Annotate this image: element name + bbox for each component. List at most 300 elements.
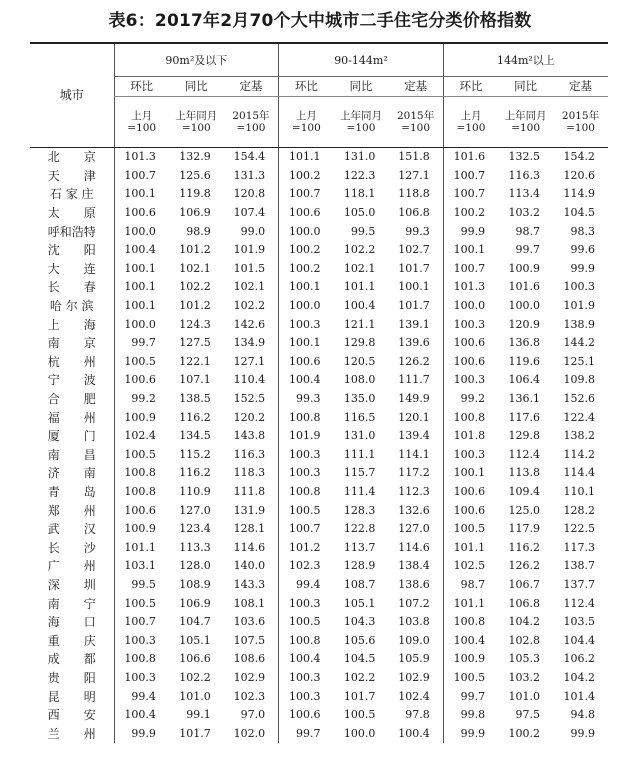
value-cell: 101.2 xyxy=(279,538,334,557)
value-cell: 135.0 xyxy=(343,392,376,406)
value-cell: 100.5 xyxy=(443,669,498,688)
value-cell: 101.3 xyxy=(443,278,498,297)
value-cell: 100.3 xyxy=(114,631,169,650)
value-cell: 100.0 xyxy=(443,297,498,316)
value-cell: 99.9 xyxy=(443,222,498,241)
value-cell: 102.2 xyxy=(179,280,211,294)
value-cell: 142.6 xyxy=(233,317,266,331)
base-note: 上月 =100 xyxy=(279,97,334,148)
value-cell: 114.4 xyxy=(563,466,595,480)
value-cell: 100.0 xyxy=(508,299,541,313)
sub-header: 环比 xyxy=(443,77,498,97)
value-cell: 100.5 xyxy=(279,501,334,520)
value-cell: 122.3 xyxy=(343,168,376,182)
value-cell: 116.3 xyxy=(233,447,266,461)
value-cell: 126.2 xyxy=(508,559,541,573)
table-title: 表6：2017年2月70个大中城市二手住宅分类价格指数 xyxy=(108,11,532,31)
value-cell: 100.8 xyxy=(443,613,498,632)
value-cell: 131.0 xyxy=(343,429,376,443)
city-cell: 广 州 xyxy=(47,559,96,574)
value-cell: 134.5 xyxy=(179,429,211,443)
value-cell: 137.7 xyxy=(563,577,595,591)
group-label: 90-144m² xyxy=(334,53,388,67)
value-cell: 101.1 xyxy=(114,538,169,557)
value-cell: 136.8 xyxy=(508,336,541,350)
value-cell: 110.1 xyxy=(563,484,595,498)
value-cell: 100.5 xyxy=(343,708,376,722)
value-cell: 126.2 xyxy=(398,354,430,368)
value-cell: 104.3 xyxy=(343,615,376,629)
value-cell: 120.8 xyxy=(233,187,266,201)
value-cell: 124.3 xyxy=(179,317,211,331)
table-row xyxy=(30,222,608,241)
city-cell: 成 都 xyxy=(47,652,96,667)
value-cell: 100.7 xyxy=(443,167,498,186)
value-cell: 143.3 xyxy=(233,577,266,591)
city-cell: 南 京 xyxy=(47,336,96,351)
value-cell: 103.5 xyxy=(563,615,595,629)
value-cell: 110.4 xyxy=(233,373,266,387)
value-cell: 114.6 xyxy=(398,540,430,554)
value-cell: 100.5 xyxy=(443,520,498,539)
base-note: 2015年 =100 xyxy=(553,97,608,148)
value-cell: 103.2 xyxy=(508,670,541,684)
value-cell: 102.5 xyxy=(443,557,498,576)
value-cell: 128.1 xyxy=(233,522,266,536)
value-cell: 99.5 xyxy=(350,224,376,238)
value-cell: 100.3 xyxy=(279,446,334,465)
value-cell: 116.5 xyxy=(343,410,376,424)
value-cell: 100.6 xyxy=(279,204,334,223)
value-cell: 105.1 xyxy=(343,596,376,610)
value-cell: 144.2 xyxy=(563,336,595,350)
value-cell: 102.1 xyxy=(179,261,211,275)
value-cell: 104.2 xyxy=(563,670,595,684)
city-cell: 长 沙 xyxy=(47,540,96,555)
value-cell: 100.3 xyxy=(279,594,334,613)
value-cell: 105.1 xyxy=(179,633,211,647)
value-cell: 112.4 xyxy=(508,447,541,461)
value-cell: 131.0 xyxy=(343,150,376,164)
group-header-small xyxy=(114,43,279,77)
value-cell: 100.8 xyxy=(114,650,169,669)
value-cell: 118.8 xyxy=(398,187,430,201)
base-note: 2015年 =100 xyxy=(388,97,443,148)
value-cell: 100.0 xyxy=(279,222,334,241)
value-cell: 129.8 xyxy=(343,336,376,350)
value-cell: 100.5 xyxy=(279,613,334,632)
value-cell: 99.7 xyxy=(114,334,169,353)
value-cell: 102.0 xyxy=(233,726,266,740)
value-cell: 101.6 xyxy=(508,280,541,294)
value-cell: 100.7 xyxy=(114,167,169,186)
value-cell: 101.2 xyxy=(179,243,211,257)
base-header-row xyxy=(30,97,608,148)
value-cell: 100.4 xyxy=(343,299,376,313)
city-cell: 沈 阳 xyxy=(47,243,96,258)
value-cell: 99.1 xyxy=(186,708,211,722)
value-cell: 101.1 xyxy=(443,538,498,557)
value-cell: 127.1 xyxy=(398,168,430,182)
table-row xyxy=(30,315,608,334)
value-cell: 100.8 xyxy=(443,408,498,427)
sub-header: 同比 xyxy=(334,77,389,97)
value-cell: 118.1 xyxy=(343,187,376,201)
value-cell: 127.0 xyxy=(398,522,430,536)
value-cell: 113.4 xyxy=(508,187,541,201)
value-cell: 101.7 xyxy=(179,726,211,740)
value-cell: 103.2 xyxy=(508,206,541,220)
value-cell: 111.8 xyxy=(233,484,266,498)
value-cell: 100.4 xyxy=(443,631,498,650)
price-index-table xyxy=(30,42,608,743)
value-cell: 100.3 xyxy=(279,687,334,706)
value-cell: 100.6 xyxy=(279,706,334,725)
table-row xyxy=(30,353,608,372)
table-row xyxy=(30,464,608,483)
value-cell: 100.7 xyxy=(279,520,334,539)
value-cell: 100.4 xyxy=(279,371,334,390)
value-cell: 109.4 xyxy=(508,484,541,498)
city-cell: 宁 波 xyxy=(47,373,96,388)
value-cell: 108.1 xyxy=(233,596,266,610)
value-cell: 100.6 xyxy=(443,501,498,520)
table-row xyxy=(30,631,608,650)
value-cell: 123.4 xyxy=(179,522,211,536)
value-cell: 104.5 xyxy=(563,206,595,220)
value-cell: 131.3 xyxy=(233,168,266,182)
value-cell: 127.1 xyxy=(233,354,266,368)
value-cell: 105.6 xyxy=(343,633,376,647)
value-cell: 100.7 xyxy=(114,613,169,632)
value-cell: 100.6 xyxy=(279,353,334,372)
value-cell: 114.9 xyxy=(563,187,595,201)
value-cell: 100.1 xyxy=(114,260,169,279)
sub-header: 环比 xyxy=(114,77,169,97)
sub-header: 定基 xyxy=(224,77,279,97)
group-label: 144m²以上 xyxy=(496,53,555,67)
city-cell: 石 家 庄 xyxy=(49,187,94,202)
value-cell: 101.1 xyxy=(343,280,376,294)
value-cell: 152.5 xyxy=(233,392,266,406)
table-row xyxy=(30,390,608,409)
value-cell: 100.6 xyxy=(443,334,498,353)
value-cell: 127.0 xyxy=(179,503,211,517)
value-cell: 100.2 xyxy=(508,726,541,740)
table-row xyxy=(30,576,608,595)
value-cell: 116.2 xyxy=(179,410,211,424)
city-cell: 重 庆 xyxy=(47,633,96,648)
table-row xyxy=(30,427,608,446)
value-cell: 102.1 xyxy=(343,261,376,275)
city-column-header: 城市 xyxy=(30,43,114,148)
value-cell: 100.6 xyxy=(114,204,169,223)
value-cell: 102.9 xyxy=(233,670,266,684)
value-cell: 118.3 xyxy=(233,466,266,480)
value-cell: 120.5 xyxy=(343,354,376,368)
value-cell: 111.7 xyxy=(398,373,430,387)
base-note: 2015年 =100 xyxy=(224,97,279,148)
value-cell: 100.5 xyxy=(114,353,169,372)
table-row xyxy=(30,557,608,576)
value-cell: 107.5 xyxy=(233,633,266,647)
value-cell: 149.9 xyxy=(398,392,430,406)
value-cell: 102.4 xyxy=(398,689,430,703)
sub-header: 定基 xyxy=(553,77,608,97)
value-cell: 110.9 xyxy=(179,484,211,498)
value-cell: 117.6 xyxy=(508,410,541,424)
value-cell: 100.6 xyxy=(114,371,169,390)
value-cell: 138.9 xyxy=(563,317,595,331)
table-row xyxy=(30,260,608,279)
value-cell: 138.2 xyxy=(563,429,595,443)
value-cell: 99.9 xyxy=(443,724,498,743)
table-row xyxy=(30,483,608,502)
base-note: 上年同月 =100 xyxy=(334,97,389,148)
table-row xyxy=(30,185,608,204)
value-cell: 102.2 xyxy=(343,243,376,257)
city-cell: 上 海 xyxy=(47,317,96,332)
value-cell: 106.6 xyxy=(179,652,211,666)
value-cell: 122.5 xyxy=(563,522,595,536)
value-cell: 151.8 xyxy=(398,150,430,164)
city-cell: 长 春 xyxy=(47,280,96,295)
value-cell: 136.1 xyxy=(508,392,541,406)
table-row xyxy=(30,241,608,260)
table-row xyxy=(30,297,608,316)
table-row xyxy=(30,520,608,539)
city-cell: 天 津 xyxy=(47,168,96,183)
value-cell: 100.2 xyxy=(279,241,334,260)
value-cell: 120.9 xyxy=(508,317,541,331)
value-cell: 111.1 xyxy=(343,447,376,461)
base-note: 上年同月 =100 xyxy=(169,97,224,148)
value-cell: 100.9 xyxy=(508,261,541,275)
value-cell: 138.6 xyxy=(398,577,430,591)
city-cell: 深 圳 xyxy=(47,577,96,592)
value-cell: 100.6 xyxy=(443,483,498,502)
value-cell: 108.6 xyxy=(233,652,266,666)
value-cell: 119.6 xyxy=(508,354,541,368)
value-cell: 97.0 xyxy=(240,708,266,722)
value-cell: 139.1 xyxy=(398,317,430,331)
value-cell: 102.9 xyxy=(398,670,430,684)
value-cell: 99.9 xyxy=(570,726,595,740)
value-cell: 114.1 xyxy=(398,447,430,461)
city-cell: 北 京 xyxy=(47,150,96,165)
value-cell: 99.5 xyxy=(114,576,169,595)
price-index-table-wrap xyxy=(30,42,608,743)
value-cell: 107.4 xyxy=(233,206,266,220)
city-cell: 哈 尔 滨 xyxy=(49,299,94,314)
value-cell: 100.8 xyxy=(279,408,334,427)
city-cell: 太 原 xyxy=(47,206,96,221)
value-cell: 112.4 xyxy=(563,596,595,610)
table-row xyxy=(30,724,608,743)
value-cell: 119.8 xyxy=(179,187,211,201)
value-cell: 100.3 xyxy=(563,280,595,294)
group-header-medium xyxy=(279,43,444,77)
value-cell: 125.0 xyxy=(508,503,541,517)
city-cell: 西 安 xyxy=(47,708,96,723)
table-row xyxy=(30,650,608,669)
value-cell: 100.9 xyxy=(114,408,169,427)
table-row xyxy=(30,408,608,427)
value-cell: 101.1 xyxy=(443,594,498,613)
value-cell: 128.0 xyxy=(179,559,211,573)
value-cell: 140.0 xyxy=(233,559,266,573)
value-cell: 100.1 xyxy=(279,334,334,353)
value-cell: 111.4 xyxy=(343,484,376,498)
value-cell: 99.3 xyxy=(279,390,334,409)
value-cell: 105.0 xyxy=(343,206,376,220)
value-cell: 100.8 xyxy=(279,483,334,502)
value-cell: 114.2 xyxy=(563,447,595,461)
value-cell: 108.9 xyxy=(179,577,211,591)
value-cell: 131.9 xyxy=(233,503,266,517)
value-cell: 106.4 xyxy=(508,373,541,387)
value-cell: 100.4 xyxy=(398,726,430,740)
city-cell: 福 州 xyxy=(47,410,96,425)
city-cell: 郑 州 xyxy=(47,503,96,518)
value-cell: 98.7 xyxy=(443,576,498,595)
value-cell: 100.1 xyxy=(443,464,498,483)
value-cell: 128.9 xyxy=(343,559,376,573)
value-cell: 100.8 xyxy=(114,464,169,483)
city-cell: 兰 州 xyxy=(47,726,96,741)
value-cell: 154.4 xyxy=(233,150,266,164)
value-cell: 99.2 xyxy=(114,390,169,409)
value-cell: 99.3 xyxy=(405,224,430,238)
value-cell: 100.3 xyxy=(443,446,498,465)
value-cell: 132.9 xyxy=(179,150,211,164)
value-cell: 100.2 xyxy=(279,260,334,279)
value-cell: 125.1 xyxy=(563,354,595,368)
value-cell: 100.1 xyxy=(279,278,334,297)
table-row xyxy=(30,501,608,520)
value-cell: 138.5 xyxy=(179,392,211,406)
table-row xyxy=(30,446,608,465)
value-cell: 100.3 xyxy=(114,669,169,688)
value-cell: 117.9 xyxy=(508,522,541,536)
value-cell: 102.8 xyxy=(508,633,541,647)
value-cell: 99.0 xyxy=(240,224,266,238)
value-cell: 122.4 xyxy=(563,410,595,424)
value-cell: 100.5 xyxy=(114,446,169,465)
value-cell: 100.5 xyxy=(114,594,169,613)
value-cell: 100.6 xyxy=(443,353,498,372)
value-cell: 103.8 xyxy=(398,615,430,629)
value-cell: 101.8 xyxy=(443,427,498,446)
value-cell: 101.3 xyxy=(114,148,169,167)
value-cell: 100.1 xyxy=(443,241,498,260)
value-cell: 134.9 xyxy=(233,336,266,350)
value-cell: 115.7 xyxy=(343,466,376,480)
value-cell: 107.2 xyxy=(398,596,430,610)
value-cell: 128.2 xyxy=(563,503,595,517)
base-note: 上月 =100 xyxy=(114,97,169,148)
value-cell: 101.2 xyxy=(179,299,211,313)
value-cell: 100.4 xyxy=(114,241,169,260)
value-cell: 121.1 xyxy=(343,317,376,331)
table-header xyxy=(30,43,608,148)
value-cell: 138.7 xyxy=(563,559,595,573)
value-cell: 117.3 xyxy=(563,540,595,554)
sub-header-row xyxy=(30,77,608,97)
value-cell: 102.2 xyxy=(233,299,266,313)
city-cell: 昆 明 xyxy=(47,689,96,704)
value-cell: 98.9 xyxy=(186,224,211,238)
value-cell: 108.7 xyxy=(343,577,376,591)
value-cell: 125.6 xyxy=(179,168,211,182)
value-cell: 152.6 xyxy=(563,392,595,406)
value-cell: 100.7 xyxy=(279,185,334,204)
value-cell: 102.3 xyxy=(233,689,266,703)
value-cell: 101.7 xyxy=(343,689,376,703)
value-cell: 106.8 xyxy=(398,206,430,220)
city-cell: 厦 门 xyxy=(47,429,96,444)
value-cell: 107.1 xyxy=(179,373,211,387)
value-cell: 100.3 xyxy=(279,669,334,688)
value-cell: 139.6 xyxy=(398,336,430,350)
value-cell: 102.2 xyxy=(343,670,376,684)
value-cell: 100.1 xyxy=(114,278,169,297)
value-cell: 100.3 xyxy=(443,371,498,390)
value-cell: 101.7 xyxy=(398,261,430,275)
value-cell: 100.0 xyxy=(114,315,169,334)
value-cell: 100.1 xyxy=(398,280,430,294)
value-cell: 106.9 xyxy=(179,596,211,610)
table-row xyxy=(30,706,608,725)
table-row xyxy=(30,594,608,613)
city-cell: 青 岛 xyxy=(47,484,96,499)
table-row xyxy=(30,278,608,297)
city-cell: 济 南 xyxy=(47,466,96,481)
value-cell: 100.4 xyxy=(279,650,334,669)
value-cell: 98.7 xyxy=(515,224,541,238)
value-cell: 105.3 xyxy=(508,652,541,666)
value-cell: 122.8 xyxy=(343,522,376,536)
value-cell: 101.9 xyxy=(233,243,266,257)
group-label: 90m²及以下 xyxy=(165,53,228,67)
value-cell: 97.8 xyxy=(405,708,430,722)
value-cell: 112.3 xyxy=(398,484,430,498)
value-cell: 102.1 xyxy=(233,280,266,294)
sub-header: 环比 xyxy=(279,77,334,97)
value-cell: 100.9 xyxy=(114,520,169,539)
value-cell: 99.9 xyxy=(114,724,169,743)
value-cell: 113.3 xyxy=(179,540,211,554)
value-cell: 122.1 xyxy=(179,354,211,368)
value-cell: 113.8 xyxy=(508,466,541,480)
table-row xyxy=(30,371,608,390)
value-cell: 100.3 xyxy=(443,315,498,334)
value-cell: 115.2 xyxy=(179,447,211,461)
value-cell: 154.2 xyxy=(563,150,595,164)
table-body xyxy=(30,148,608,744)
value-cell: 101.1 xyxy=(279,148,334,167)
value-cell: 99.6 xyxy=(570,243,595,257)
value-cell: 99.4 xyxy=(114,687,169,706)
value-cell: 100.0 xyxy=(114,222,169,241)
value-cell: 120.2 xyxy=(233,410,266,424)
sub-header: 同比 xyxy=(169,77,224,97)
value-cell: 100.1 xyxy=(114,185,169,204)
value-cell: 103.1 xyxy=(114,557,169,576)
value-cell: 109.8 xyxy=(563,373,595,387)
value-cell: 100.9 xyxy=(443,650,498,669)
value-cell: 99.7 xyxy=(443,687,498,706)
